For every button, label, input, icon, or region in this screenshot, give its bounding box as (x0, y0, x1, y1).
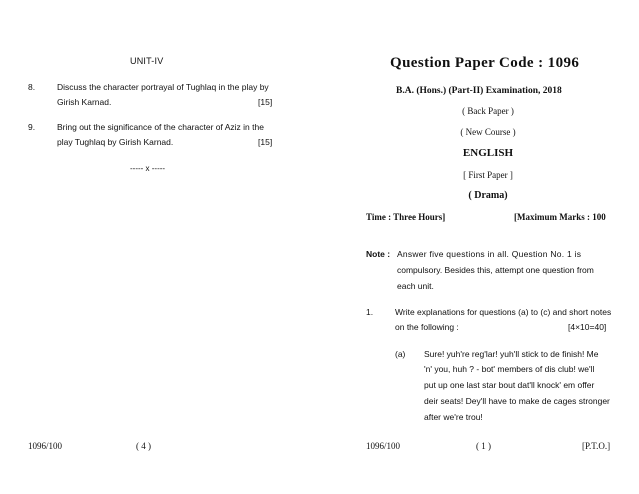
passage-line: put up one last star bout dat'll knock' em offer (424, 380, 595, 390)
unit-heading: UNIT-IV (130, 56, 164, 66)
footer-code: 1096/100 (28, 441, 63, 451)
question-text-line: Discuss the character portrayal of Tughlaq in the play by (57, 82, 269, 92)
footer-code: 1096/100 (366, 441, 401, 451)
note-label: Note : (366, 249, 391, 259)
question-text-line: Write explanations for questions (a) to (c) and short notes (395, 307, 612, 317)
footer-page-number: ( 1 ) (476, 441, 491, 451)
question-text-line: play Tughlaq by Girish Karnad. (57, 137, 174, 147)
passage-line: after we're trou! (424, 412, 483, 422)
topic-label: ( Drama) (468, 190, 508, 201)
note-text-line: compulsory. Besides this, attempt one question from (397, 265, 594, 275)
subject-title: ENGLISH (462, 147, 514, 159)
paper-label: [ First Paper ] (463, 170, 513, 180)
maximum-marks: [Maximum Marks : 100 (514, 212, 606, 222)
question-text-line: on the following : (395, 322, 459, 332)
back-paper-label: ( Back Paper ) (462, 106, 514, 116)
question-marks: [4×10=40] (568, 322, 607, 332)
question-number: 9. (28, 122, 36, 132)
footer-pto: [P.T.O.] (582, 441, 611, 451)
question-marks: [15] (258, 137, 273, 147)
course-label: ( New Course ) (460, 127, 516, 137)
paper-code-title: Question Paper Code : 1096 (390, 55, 580, 71)
question-number: 8. (28, 82, 36, 92)
passage-line: 'n' you, huh ? - bot' members of dis club! we'll (424, 364, 595, 374)
note-text-line: each unit. (397, 281, 434, 291)
end-mark: ----- x ----- (130, 164, 166, 173)
passage-line: Sure! yuh're reg'lar! yuh'll stick to de finish! Me (424, 349, 599, 359)
exam-title: B.A. (Hons.) (Part-II) Examination, 2018 (396, 86, 562, 96)
time-allowed: Time : Three Hours] (366, 212, 446, 222)
question-marks: [15] (258, 97, 273, 107)
footer-page-number: ( 4 ) (136, 441, 151, 451)
question-number: 1. (366, 307, 374, 317)
question-text-line: Bring out the significance of the character of Aziz in the (57, 122, 264, 132)
note-text-line: Answer five questions in all. Question No. 1 is (397, 249, 582, 259)
question-text-line: Girish Karnad. (57, 97, 112, 107)
sub-question-label: (a) (395, 349, 406, 359)
passage-line: deir seats! Dey'll have to make de cages stronger (424, 396, 610, 406)
